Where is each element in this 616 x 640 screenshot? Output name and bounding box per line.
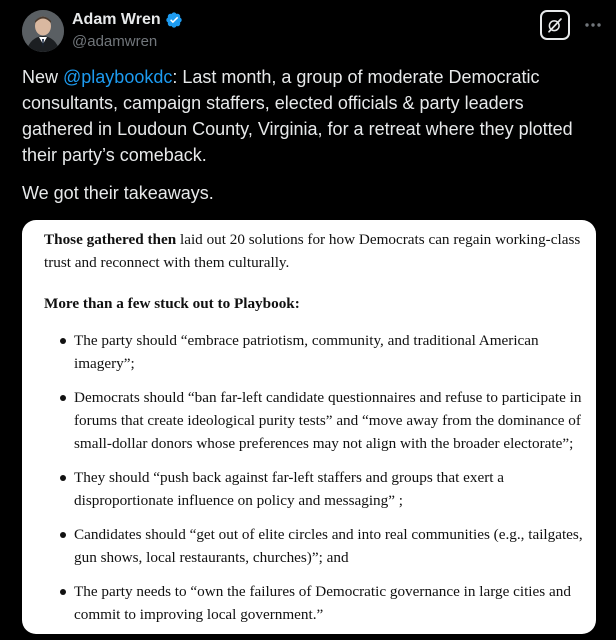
display-name-row bbox=[72, 10, 183, 30]
verified-badge-icon[interactable] bbox=[165, 11, 183, 29]
bullet-text: They should “push back against far-left staffers and groups that exert a disproportionate influence on policy and messaging” ; bbox=[74, 469, 505, 509]
bullet-dot-icon bbox=[60, 395, 66, 401]
bullet-text: Candidates should “get out of elite circles and into real communities (e.g., tailgates, gun shows, local restaurants, churches)”; and bbox=[74, 526, 583, 566]
bullet-text: The party needs to “own the failures of Democratic governance in large cities and commit to improving local government.” bbox=[74, 583, 571, 623]
grok-button[interactable] bbox=[540, 10, 570, 40]
display-name[interactable]: Adam Wren bbox=[72, 11, 161, 28]
mention-link[interactable]: @playbookdc bbox=[63, 67, 173, 87]
bullet-item bbox=[44, 523, 584, 569]
handle[interactable]: @adamwren bbox=[72, 33, 158, 50]
tweet-body-text: : Last month, a group of moderate Democratic consultants, campaign staffers, elected officials & party leaders gathered in Loudoun County, Virginia, for a retreat where they plotted their party’s comeback. bbox=[22, 67, 573, 165]
attached-image[interactable] bbox=[22, 220, 596, 634]
bullet-dot-icon bbox=[60, 532, 66, 538]
tweet-text bbox=[22, 64, 592, 206]
bullet-text: Democrats should “ban far-left candidate questionnaires and refuse to participate in forums that create ideological purity tests” and “move away from the dominance of small-dollar donors whose preferences may not align with the broader electorate”; bbox=[74, 389, 582, 452]
bullet-list bbox=[44, 329, 584, 626]
avatar-image bbox=[22, 10, 64, 52]
more-button[interactable] bbox=[580, 12, 606, 38]
bullet-dot-icon bbox=[60, 338, 66, 344]
lead-bold: Those gathered then bbox=[44, 231, 177, 248]
grok-icon bbox=[546, 16, 564, 34]
tweet-header bbox=[22, 10, 602, 54]
more-icon bbox=[584, 22, 602, 28]
bullet-dot-icon bbox=[60, 589, 66, 595]
tweet-second-paragraph: We got their takeaways. bbox=[22, 183, 214, 203]
bullet-item bbox=[44, 329, 584, 375]
bullet-text: The party should “embrace patriotism, community, and traditional American imagery”; bbox=[74, 332, 539, 372]
article-excerpt bbox=[44, 228, 584, 634]
lead-rest: laid out 20 solutions for how Democrats can regain working-class trust and reconnect with them culturally. bbox=[44, 231, 581, 271]
bullet-item bbox=[44, 580, 584, 626]
tweet-prefix: New bbox=[22, 67, 64, 87]
tweet-body bbox=[22, 64, 592, 168]
author-names bbox=[72, 10, 183, 52]
avatar[interactable] bbox=[22, 10, 64, 52]
bullet-item bbox=[44, 466, 584, 512]
excerpt-heading: More than a few stuck out to Playbook: bbox=[44, 295, 300, 312]
bullet-item bbox=[44, 386, 584, 455]
bullet-dot-icon bbox=[60, 475, 66, 481]
lead-paragraph bbox=[44, 228, 584, 274]
